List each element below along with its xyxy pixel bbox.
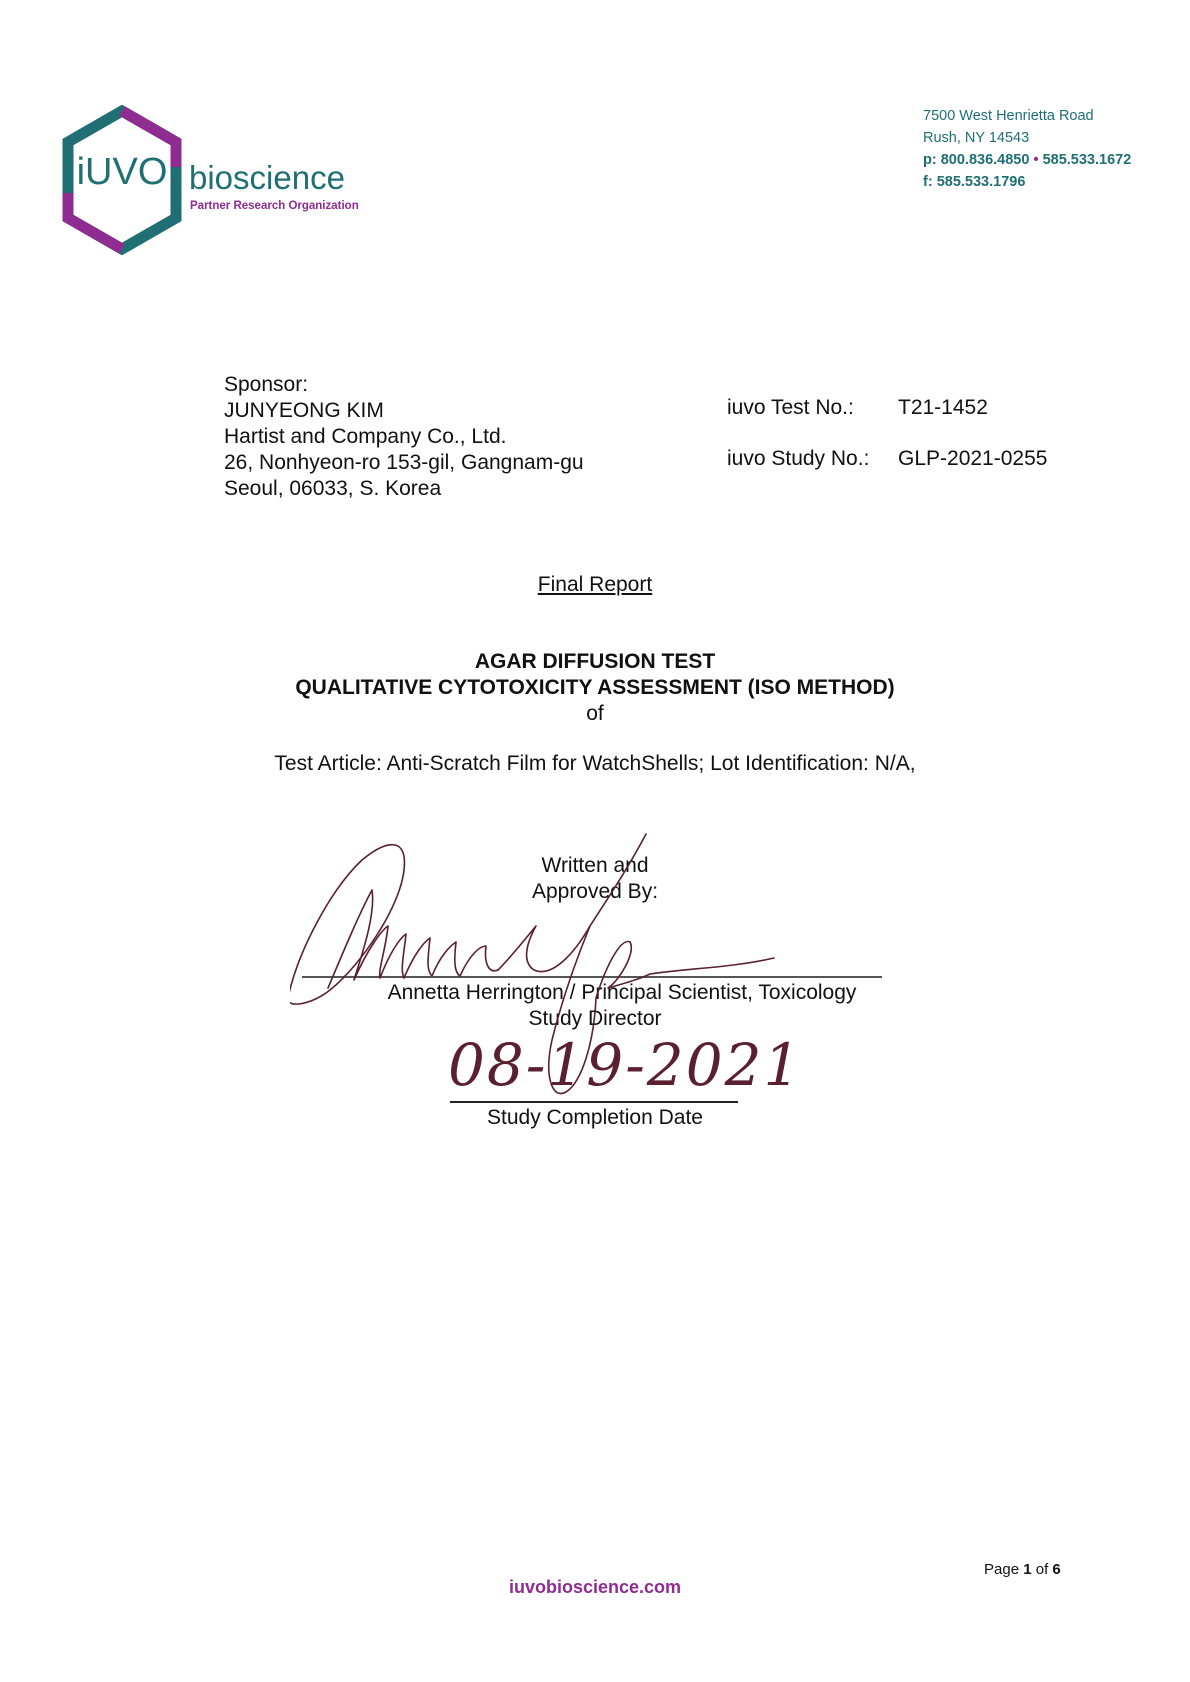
signer-role: Study Director [528, 1007, 662, 1030]
page-number [984, 1561, 1061, 1578]
sponsor-block [224, 372, 584, 502]
phone-separator: • [1033, 152, 1039, 168]
study-completion-date-label: Study Completion Date [487, 1106, 703, 1129]
phone-1: 800.836.4850 [940, 152, 1030, 168]
company-address [923, 105, 1131, 193]
sponsor-company: Hartist and Company Co., Ltd. [224, 425, 507, 448]
page-of: of [1035, 1561, 1049, 1578]
report-title-line-2: QUALITATIVE CYTOTOXICITY ASSESSMENT (ISO METHOD) [295, 676, 895, 699]
study-identifiers [727, 395, 1047, 497]
report-title-line-1: AGAR DIFFUSION TEST [474, 650, 716, 673]
written-approved-label [0, 853, 1190, 905]
footer-website-link[interactable]: iuvobioscience.com [508, 1577, 682, 1597]
report-title-line-3: of [586, 702, 604, 725]
handwritten-date: 08-19-2021 [448, 1031, 803, 1099]
fax-prefix: f: [923, 174, 933, 190]
report-kind: Final Report [537, 573, 653, 596]
study-number-row [727, 446, 1047, 472]
sponsor-city: Seoul, 06033, S. Korea [224, 477, 442, 500]
sponsor-street: 26, Nonhyeon-ro 153-gil, Gangnam-gu [224, 451, 584, 474]
page-total: 6 [1052, 1561, 1061, 1578]
page-prefix: Page [984, 1561, 1020, 1578]
written-line-1: Written and [541, 854, 649, 877]
logo-mark: iUVO [76, 151, 168, 193]
sponsor-label: Sponsor: [224, 373, 309, 396]
logo-tagline: Partner Research Organization [190, 200, 359, 212]
signer-block [0, 980, 1190, 1032]
study-number-label: iuvo Study No.: [727, 447, 870, 470]
written-line-2: Approved By: [531, 880, 659, 903]
study-number-value: GLP-2021-0255 [898, 447, 1048, 470]
fax-line [923, 171, 1131, 193]
date-line [450, 1101, 738, 1103]
test-number-value: T21-1452 [898, 396, 988, 419]
sponsor-name: JUNYEONG KIM [224, 399, 384, 422]
company-logo [62, 105, 372, 255]
phone-2: 585.533.1672 [1042, 152, 1132, 168]
test-number-label: iuvo Test No.: [727, 396, 854, 419]
signer-name: Annetta Herrington / Principal Scientist, Toxicology [387, 981, 857, 1004]
test-article: Test Article: Anti-Scratch Film for WatchShells; Lot Identification: N/A, [274, 752, 916, 775]
page-current: 1 [1023, 1561, 1032, 1578]
test-number-row [727, 395, 1047, 421]
logo-word: bioscience [189, 159, 345, 196]
phone-line [923, 149, 1131, 171]
fax-number: 585.533.1796 [936, 174, 1026, 190]
signature-line [302, 976, 882, 978]
phone-prefix: p: [923, 152, 937, 168]
address-line-1: 7500 West Henrietta Road [923, 108, 1094, 124]
address-line-2: Rush, NY 14543 [923, 130, 1030, 146]
